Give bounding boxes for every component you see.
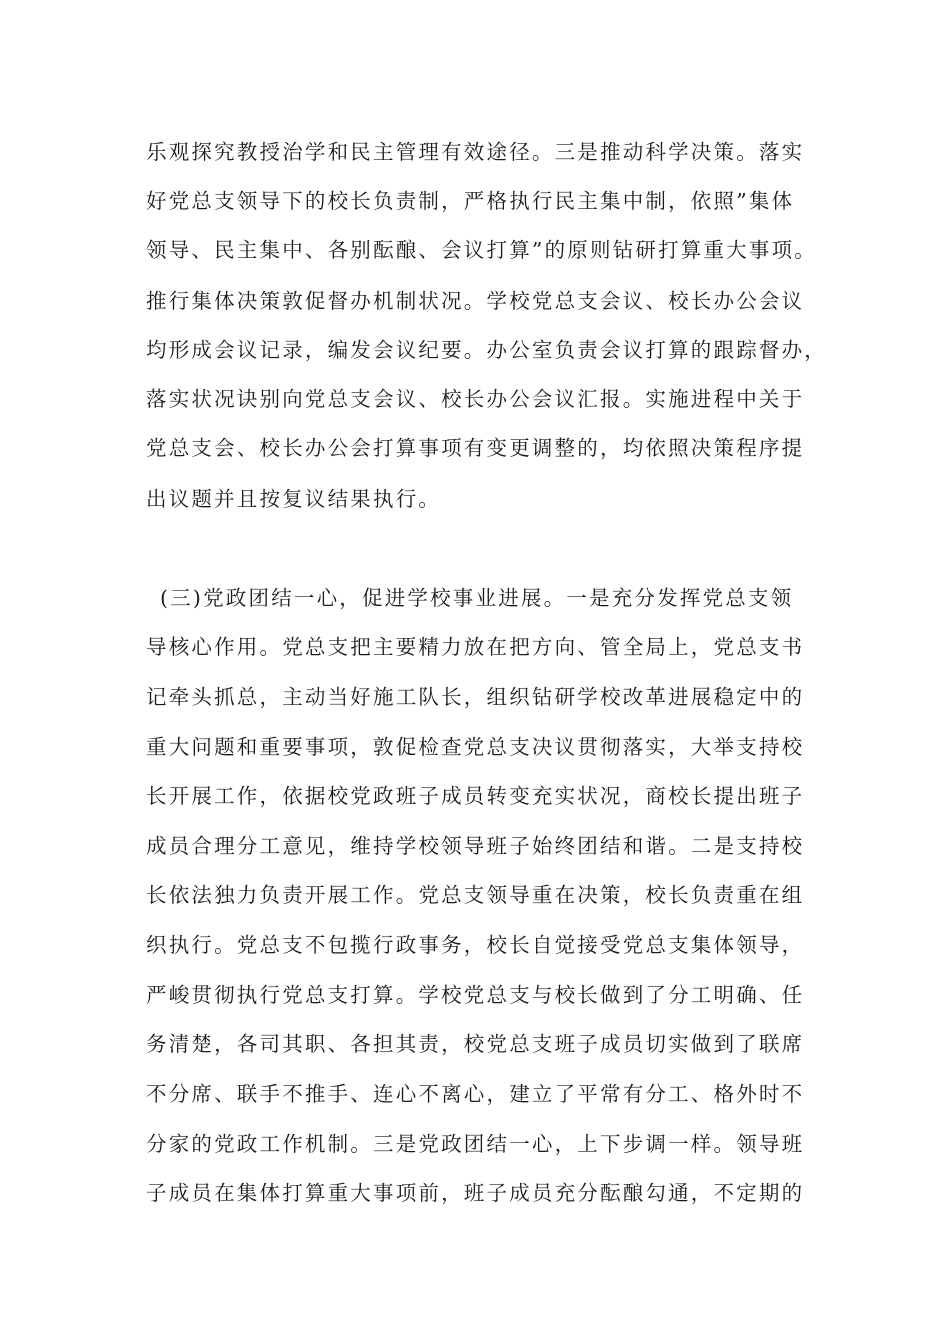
text-line: 落实状况诀别向党总支会议、校长办公会议汇报。实施进程中关于	[146, 387, 805, 411]
text-line: 成员合理分工意见，维持学校领导班子始终团结和谐。二是支持校	[146, 834, 805, 858]
text-line: 分家的党政工作机制。三是党政团结一心，上下步调一样。领导班	[146, 1132, 805, 1156]
text-line: 推行集体决策敦促督办机制状况。学校党总支会议、校长办公会议	[146, 289, 805, 313]
text-line: 领导、民主集中、各别酝酿、会议打算”的原则钻研打算重大事项。	[146, 238, 817, 262]
text-line: 长依法独力负责开展工作。党总支领导重在决策，校长负责重在组	[146, 883, 805, 907]
text-line: (三)党政团结一心，促进学校事业进展。一是充分发挥党总支领	[160, 586, 794, 610]
text-line: 织执行。党总支不包揽行政事务，校长自觉接受党总支集体领导，	[146, 933, 805, 957]
text-line: 党总支会、校长办公会打算事项有变更调整的，均依照决策程序提	[146, 436, 805, 460]
text-line: 出议题并且按复议结果执行。	[146, 487, 442, 511]
text-line: 子成员在集体打算重大事项前，班子成员充分酝酿勾通，不定期的	[146, 1181, 805, 1205]
text-line: 乐观探究教授治学和民主管理有效途径。三是推动科学决策。落实	[146, 140, 805, 164]
text-line: 不分席、联手不推手、连心不离心，建立了平常有分工、格外时不	[146, 1082, 805, 1106]
text-line: 好党总支领导下的校长负责制，严格执行民主集中制，依照”集体	[146, 189, 795, 213]
text-line: 长开展工作，依据校党政班子成员转变充实状况，商校长提出班子	[146, 784, 805, 808]
text-line: 均形成会议记录，编发会议纪要。办公室负责会议打算的跟踪督办，	[146, 338, 827, 362]
text-line: 导核心作用。党总支把主要精力放在把方向、管全局上，党总支书	[146, 635, 805, 659]
text-line: 严峻贯彻执行党总支打算。学校党总支与校长做到了分工明确、任	[146, 983, 805, 1007]
text-line: 重大问题和重要事项，敦促检查党总支决议贯彻落实，大举支持校	[146, 735, 805, 759]
text-line: 务清楚，各司其职、各担其责，校党总支班子成员切实做到了联席	[146, 1032, 805, 1056]
text-line: 记牵头抓总，主动当好施工队长，组织钻研学校改革进展稳定中的	[146, 685, 805, 709]
